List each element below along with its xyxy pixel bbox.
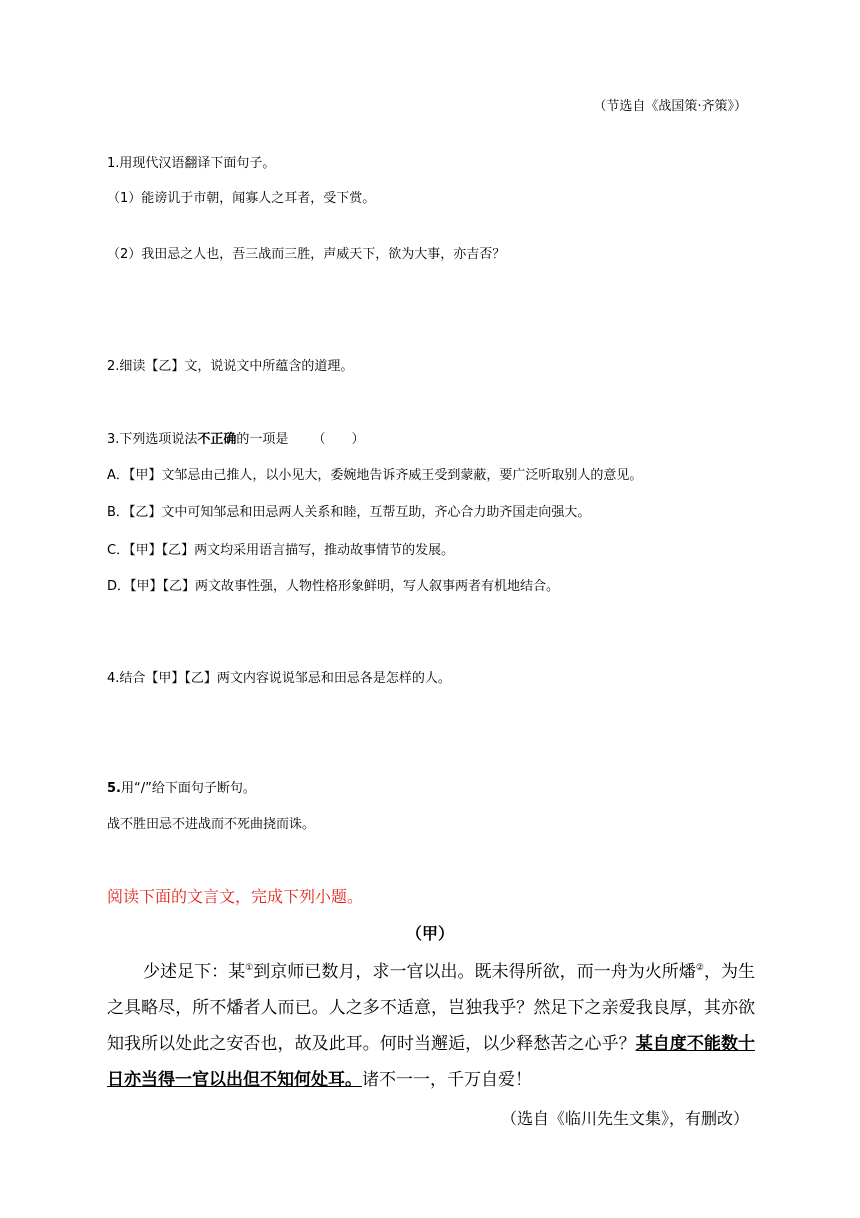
- question-3-prefix: 3.下列选项说法: [107, 432, 198, 447]
- question-2-prompt: 2.细读【乙】文，说说文中所蕴含的道理。: [107, 359, 354, 374]
- passage-text-4: 诸不一一，千万自爱！: [362, 1070, 532, 1090]
- question-5-sentence: 战不胜田忌不进战而不死曲挠而诛。: [107, 817, 316, 832]
- passage-body: [107, 954, 755, 1098]
- question-1-prompt: 1.用现代汉语翻译下面句子。: [107, 156, 276, 171]
- footnote-marker-1: ①: [245, 963, 254, 973]
- source-citation-top: （节选自《战国策·齐策》）: [593, 99, 747, 114]
- question-5-text: 用“/”给下面句子断句。: [120, 781, 256, 796]
- question-5-prompt: [107, 777, 256, 796]
- question-3-prompt: [107, 428, 364, 447]
- question-3-suffix: 的一项是: [236, 432, 289, 447]
- question-1-item-1: （1）能谤讥于市朝，闻寡人之耳者，受下赏。: [107, 191, 376, 206]
- underlined-sentence: 某自度不能数十日亦当得一官以出但不知何处耳。: [107, 1034, 756, 1090]
- passage-title: （甲）: [405, 924, 454, 943]
- passage-text-2: 到京师已数月，求一官以出。既未得所欲，而一舟为火所燔: [253, 962, 696, 982]
- option-c: C．【甲】【乙】两文均采用语言描写，推动故事情节的发展。: [107, 543, 455, 558]
- option-b: B．【乙】文中可知邹忌和田忌两人关系和睦，互帮互助，齐心合力助齐国走向强大。: [107, 505, 591, 520]
- passage-text-3: ，为生之具略尽，所不燔者人而已。人之多不适意，岂独我乎？然足下之亲爱我良厚，其亦欲知我所以处此之安否也，故及此耳。何时当邂逅，以少释愁苦之心乎？: [107, 962, 755, 1054]
- option-d: D．【甲】【乙】两文故事性强，人物性格形象鲜明，写人叙事两者有机地结合。: [107, 579, 560, 594]
- question-3-emphasis: 不正确: [197, 432, 237, 447]
- option-a: A．【甲】文邹忌由己推人，以小见大，委婉地告诉齐威王受到蒙蔽，要广泛听取别人的意见。: [107, 468, 643, 483]
- question-1-item-2: （2）我田忌之人也，吾三战而三胜，声威天下，欲为大事，亦吉否？: [107, 247, 506, 262]
- reading-instruction: 阅读下面的文言文，完成下列小题。: [107, 887, 364, 906]
- footnote-marker-2: ②: [695, 963, 704, 973]
- passage-text-1: 少述足下：某: [143, 962, 246, 982]
- passage-source: （选自《临川先生文集》，有删改）: [500, 1109, 749, 1128]
- question-3-answer-blank: （ ）: [312, 432, 365, 447]
- question-5-number: 5.: [107, 781, 121, 796]
- question-4-prompt: 4.结合【甲】【乙】两文内容说说邹忌和田忌各是怎样的人。: [107, 671, 451, 686]
